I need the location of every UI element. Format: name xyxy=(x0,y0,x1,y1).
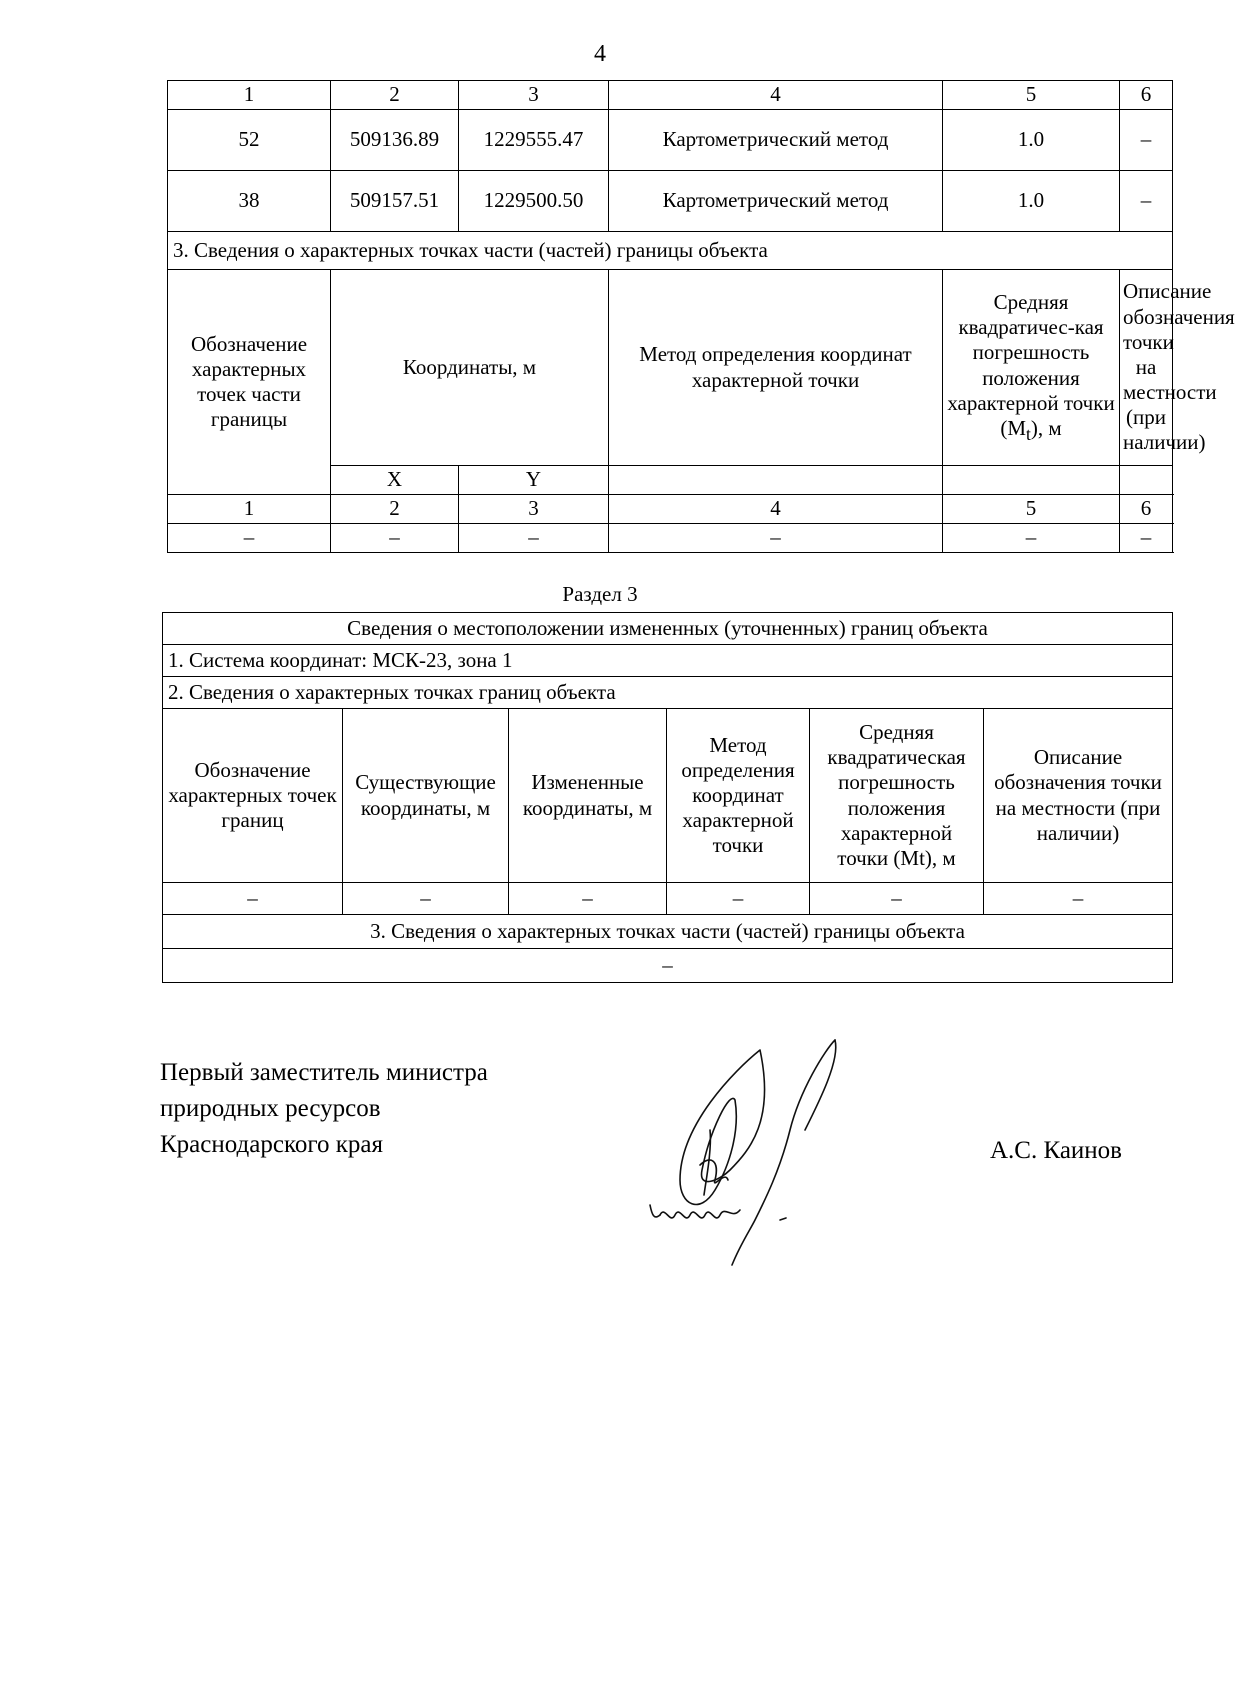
empty-cell: – xyxy=(343,883,509,915)
col-number: 3 xyxy=(459,81,609,110)
description: – xyxy=(1120,171,1173,232)
col-number: 6 xyxy=(1120,495,1173,524)
part-value: – xyxy=(163,949,1173,983)
accuracy: 1.0 xyxy=(943,171,1120,232)
header-y: Y xyxy=(459,466,609,495)
header-x: X xyxy=(331,466,459,495)
changed-boundaries-table xyxy=(162,612,1173,983)
empty-cell: – xyxy=(609,524,943,553)
part-column-numbers-row xyxy=(168,495,1173,524)
position-line: Первый заместитель министра xyxy=(160,1059,488,1086)
part-header-row xyxy=(168,270,1173,466)
header-accuracy: Средняя квадратичес-кая погрешность положения характерной точки $(M_t)$, м xyxy=(943,270,1120,466)
position-line: природных ресурсов xyxy=(160,1095,381,1122)
accuracy: 1.0 xyxy=(943,110,1120,171)
signer-position xyxy=(160,1055,488,1163)
part-empty-row xyxy=(168,524,1173,553)
empty-cell: – xyxy=(509,883,667,915)
table-row xyxy=(168,110,1173,171)
empty-cell: – xyxy=(810,883,984,915)
col-number: 1 xyxy=(168,81,331,110)
boundary-points-table xyxy=(167,80,1235,553)
position-line: Краснодарского края xyxy=(160,1131,383,1158)
coord-x: 509136.89 xyxy=(331,110,459,171)
empty-cell: – xyxy=(459,524,609,553)
header-designation: Обозначение характерных точек границ xyxy=(163,709,343,883)
empty-cell: – xyxy=(168,524,331,553)
points-title: 2. Сведения о характерных точках границ объекта xyxy=(163,677,1173,709)
coord-system: 1. Система координат: МСК-23, зона 1 xyxy=(163,645,1173,677)
col-number: 5 xyxy=(943,495,1120,524)
col-number: 6 xyxy=(1120,81,1173,110)
table-row xyxy=(168,171,1173,232)
section-title: Раздел 3 xyxy=(562,582,638,606)
header-designation: Обозначение характерных точек части границы xyxy=(168,270,331,495)
point-number: 38 xyxy=(168,171,331,232)
col-number: 1 xyxy=(168,495,331,524)
empty-cell: – xyxy=(163,883,343,915)
empty-cell: – xyxy=(667,883,810,915)
header-coordinates: Координаты, м xyxy=(331,270,609,466)
coord-y: 1229555.47 xyxy=(459,110,609,171)
section-header: Сведения о местоположении измененных (уточненных) границ объекта xyxy=(163,613,1173,645)
page-number: 4 xyxy=(594,41,606,67)
col-number: 2 xyxy=(331,81,459,110)
coord-x: 509157.51 xyxy=(331,171,459,232)
empty-cell: – xyxy=(331,524,459,553)
method: Картометрический метод xyxy=(609,171,943,232)
header-accuracy: Средняя квадратическая погрешность положения характерной точки (Mt), м xyxy=(810,709,984,883)
empty-cell: – xyxy=(1120,524,1173,553)
empty-cell: – xyxy=(984,883,1173,915)
header-existing: Существующие координаты, м xyxy=(343,709,509,883)
part-section-title: 3. Сведения о характерных точках части (частей) границы объекта xyxy=(168,232,1173,270)
signer-name: А.С. Каинов xyxy=(990,1137,1122,1164)
empty-row xyxy=(163,883,1173,915)
col-number: 2 xyxy=(331,495,459,524)
col-number: 4 xyxy=(609,81,943,110)
header-changed: Измененные координаты, м xyxy=(509,709,667,883)
col-number: 5 xyxy=(943,81,1120,110)
description: – xyxy=(1120,110,1173,171)
col-number: 4 xyxy=(609,495,943,524)
column-numbers-row xyxy=(168,81,1173,110)
handwritten-signature xyxy=(640,1030,860,1270)
empty-cell: – xyxy=(943,524,1120,553)
part-title: 3. Сведения о характерных точках части (частей) границы объекта xyxy=(163,915,1173,949)
header-method: Метод определения координат характерной точки xyxy=(609,270,943,466)
header-description: Описание обозначения точки на местности (при наличии) xyxy=(984,709,1173,883)
method: Картометрический метод xyxy=(609,110,943,171)
col-number: 3 xyxy=(459,495,609,524)
header-method: Метод определения координат характерной точки xyxy=(667,709,810,883)
point-number: 52 xyxy=(168,110,331,171)
header-row xyxy=(163,709,1173,883)
coord-y: 1229500.50 xyxy=(459,171,609,232)
header-description: Описание обозначения точки на местности (при наличии) xyxy=(1120,270,1173,466)
